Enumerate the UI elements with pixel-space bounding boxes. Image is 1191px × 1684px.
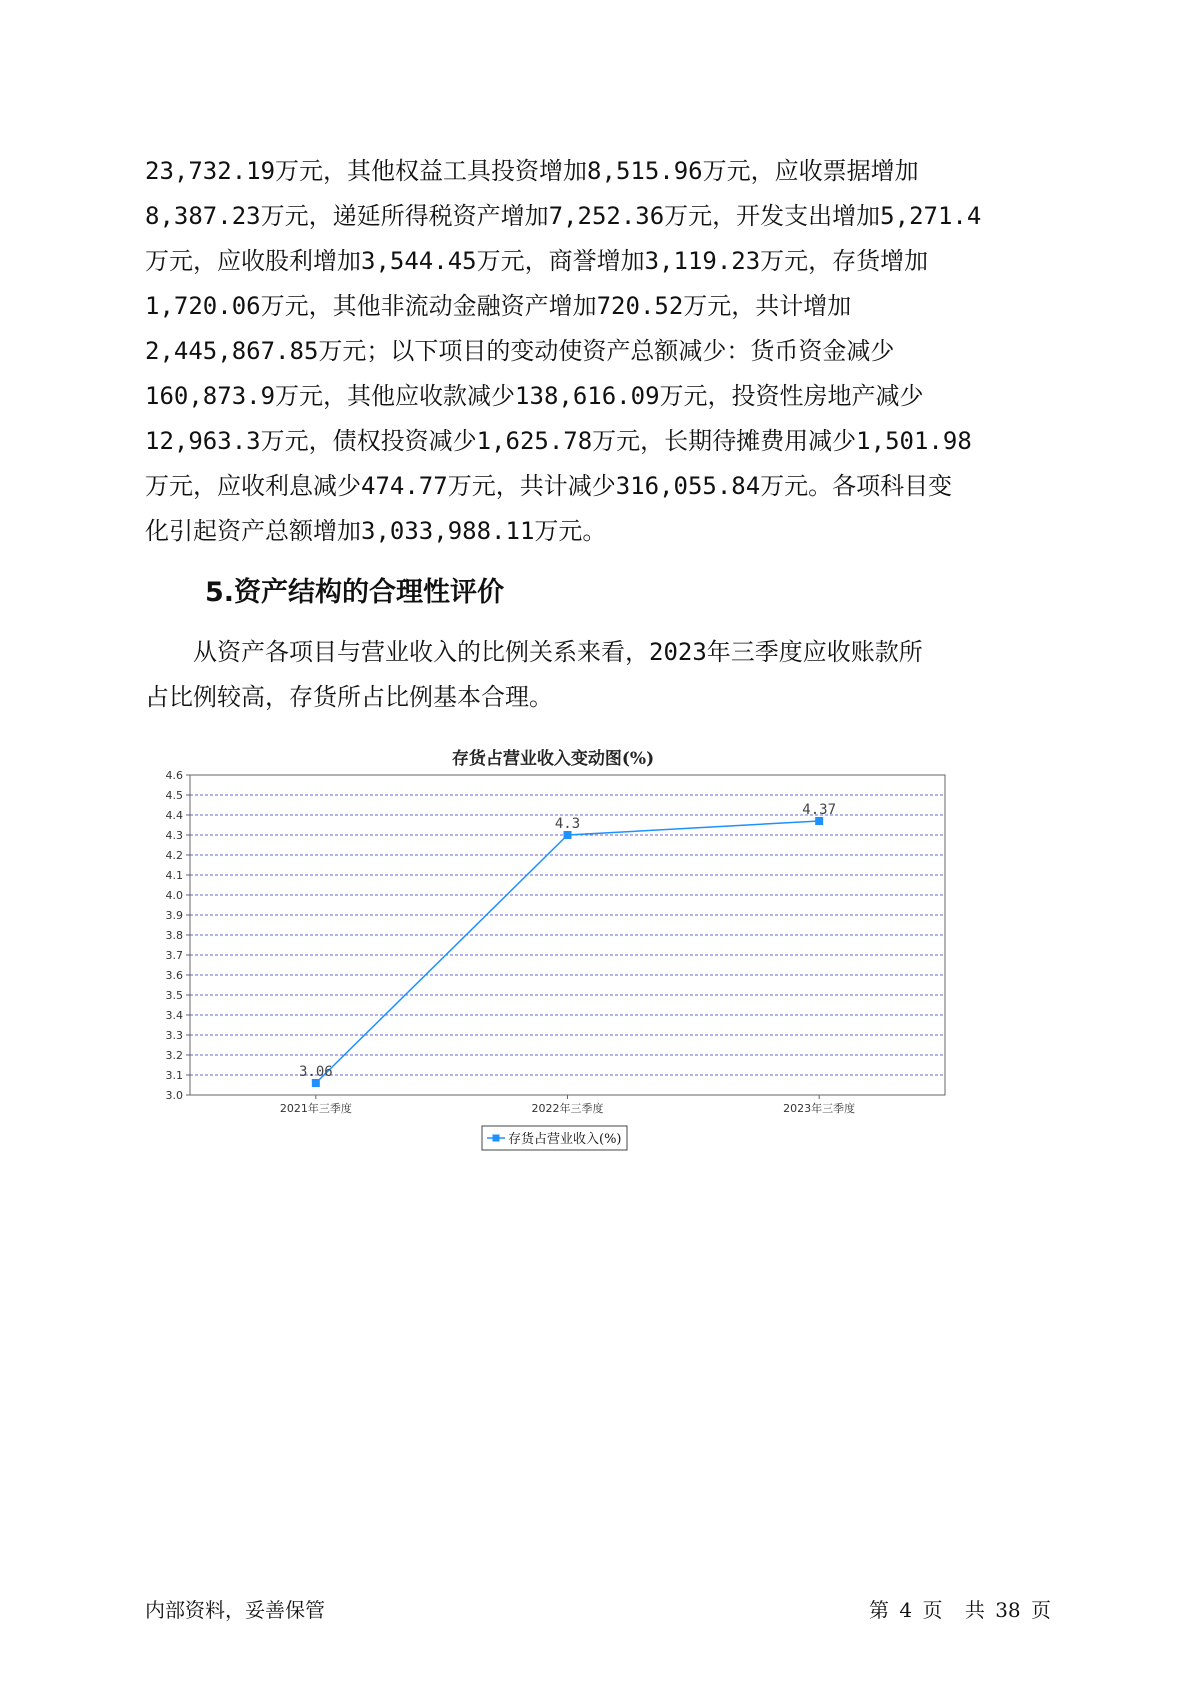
- total-number: 38: [995, 1598, 1021, 1622]
- paragraph2-line: 占比例较高，存货所占比例基本合理。: [145, 683, 553, 711]
- y-tick-label: 3.9: [165, 909, 183, 922]
- y-tick-label: 4.0: [165, 889, 183, 902]
- page-unit: 页: [922, 1598, 943, 1622]
- data-point: [312, 1079, 320, 1087]
- y-tick-label: 3.6: [165, 969, 183, 982]
- x-tick-label: 2021年三季度: [279, 1102, 352, 1115]
- legend: [482, 1126, 627, 1150]
- data-label: 4.3: [554, 816, 581, 832]
- paragraph1-line: 1,720.06万元，其他非流动金融资产增加720.52万元，共计增加: [145, 292, 852, 320]
- y-tick-label: 3.5: [165, 989, 183, 1002]
- paragraph-asset-structure: [145, 630, 1050, 720]
- y-axis-ticks: [166, 769, 191, 1102]
- y-tick-label: 4.3: [165, 829, 183, 842]
- paragraph1-line: 12,963.3万元，债权投资减少1,625.78万元，长期待摊费用减少1,501.98: [145, 427, 972, 455]
- total-unit: 页: [1031, 1598, 1051, 1622]
- y-tick-label: 3.3: [165, 1029, 183, 1042]
- x-tick-label: 2022年三季度: [531, 1102, 604, 1115]
- y-tick-label: 3.2: [165, 1049, 183, 1062]
- paragraph-asset-changes: [145, 149, 1050, 554]
- page-prefix: 第: [869, 1598, 890, 1622]
- paragraph1-line: 2,445,867.85万元；以下项目的变动使资产总额减少：货币资金减少: [145, 337, 895, 365]
- paragraph1-line: 万元，应收利息减少474.77万元，共计减少316,055.84万元。各项科目变: [145, 472, 953, 500]
- legend-label: 存货占营业收入(%): [508, 1132, 622, 1147]
- y-tick-label: 4.4: [165, 809, 183, 822]
- y-tick-label: 3.1: [165, 1069, 183, 1082]
- paragraph2-line: 从资产各项目与营业收入的比例关系来看，2023年三季度应收账款所: [145, 638, 923, 666]
- footer-confidential: 内部资料，妥善保管: [145, 1598, 325, 1622]
- y-tick-label: 3.8: [165, 929, 183, 942]
- legend-marker: [493, 1135, 500, 1142]
- chart-title: 存货占营业收入变动图(%): [451, 749, 655, 769]
- x-tick-label: 2023年三季度: [783, 1102, 856, 1115]
- chart-svg: [160, 745, 1030, 1195]
- y-tick-label: 4.2: [165, 849, 183, 862]
- y-tick-label: 3.7: [165, 949, 183, 962]
- data-label: 3.06: [298, 1064, 333, 1080]
- x-axis-ticks: [280, 1095, 855, 1115]
- footer-page-info: [865, 1594, 1051, 1623]
- y-tick-label: 4.6: [165, 769, 183, 782]
- data-point: [564, 831, 572, 839]
- total-prefix: 共: [964, 1598, 985, 1622]
- paragraph1-line: 8,387.23万元，递延所得税资产增加7,252.36万元，开发支出增加5,271.4: [145, 202, 982, 230]
- paragraph1-line: 万元，应收股利增加3,544.45万元，商誉增加3,119.23万元，存货增加: [145, 247, 929, 275]
- data-label: 4.37: [802, 802, 837, 818]
- y-tick-label: 4.5: [165, 789, 183, 802]
- y-tick-label: 3.0: [165, 1089, 183, 1102]
- inventory-ratio-chart: [160, 745, 1030, 1195]
- paragraph1-line: 化引起资产总额增加3,033,988.11万元。: [145, 517, 607, 545]
- y-tick-label: 3.4: [165, 1009, 183, 1022]
- section-heading: 5.资产结构的合理性评价: [205, 577, 505, 608]
- data-point: [815, 817, 823, 825]
- paragraph1-line: 23,732.19万元，其他权益工具投资增加8,515.96万元，应收票据增加: [145, 157, 919, 185]
- paragraph1-line: 160,873.9万元，其他应收款减少138,616.09万元，投资性房地产减少: [145, 382, 924, 410]
- y-tick-label: 4.1: [165, 869, 183, 882]
- page-number: 4: [899, 1598, 913, 1622]
